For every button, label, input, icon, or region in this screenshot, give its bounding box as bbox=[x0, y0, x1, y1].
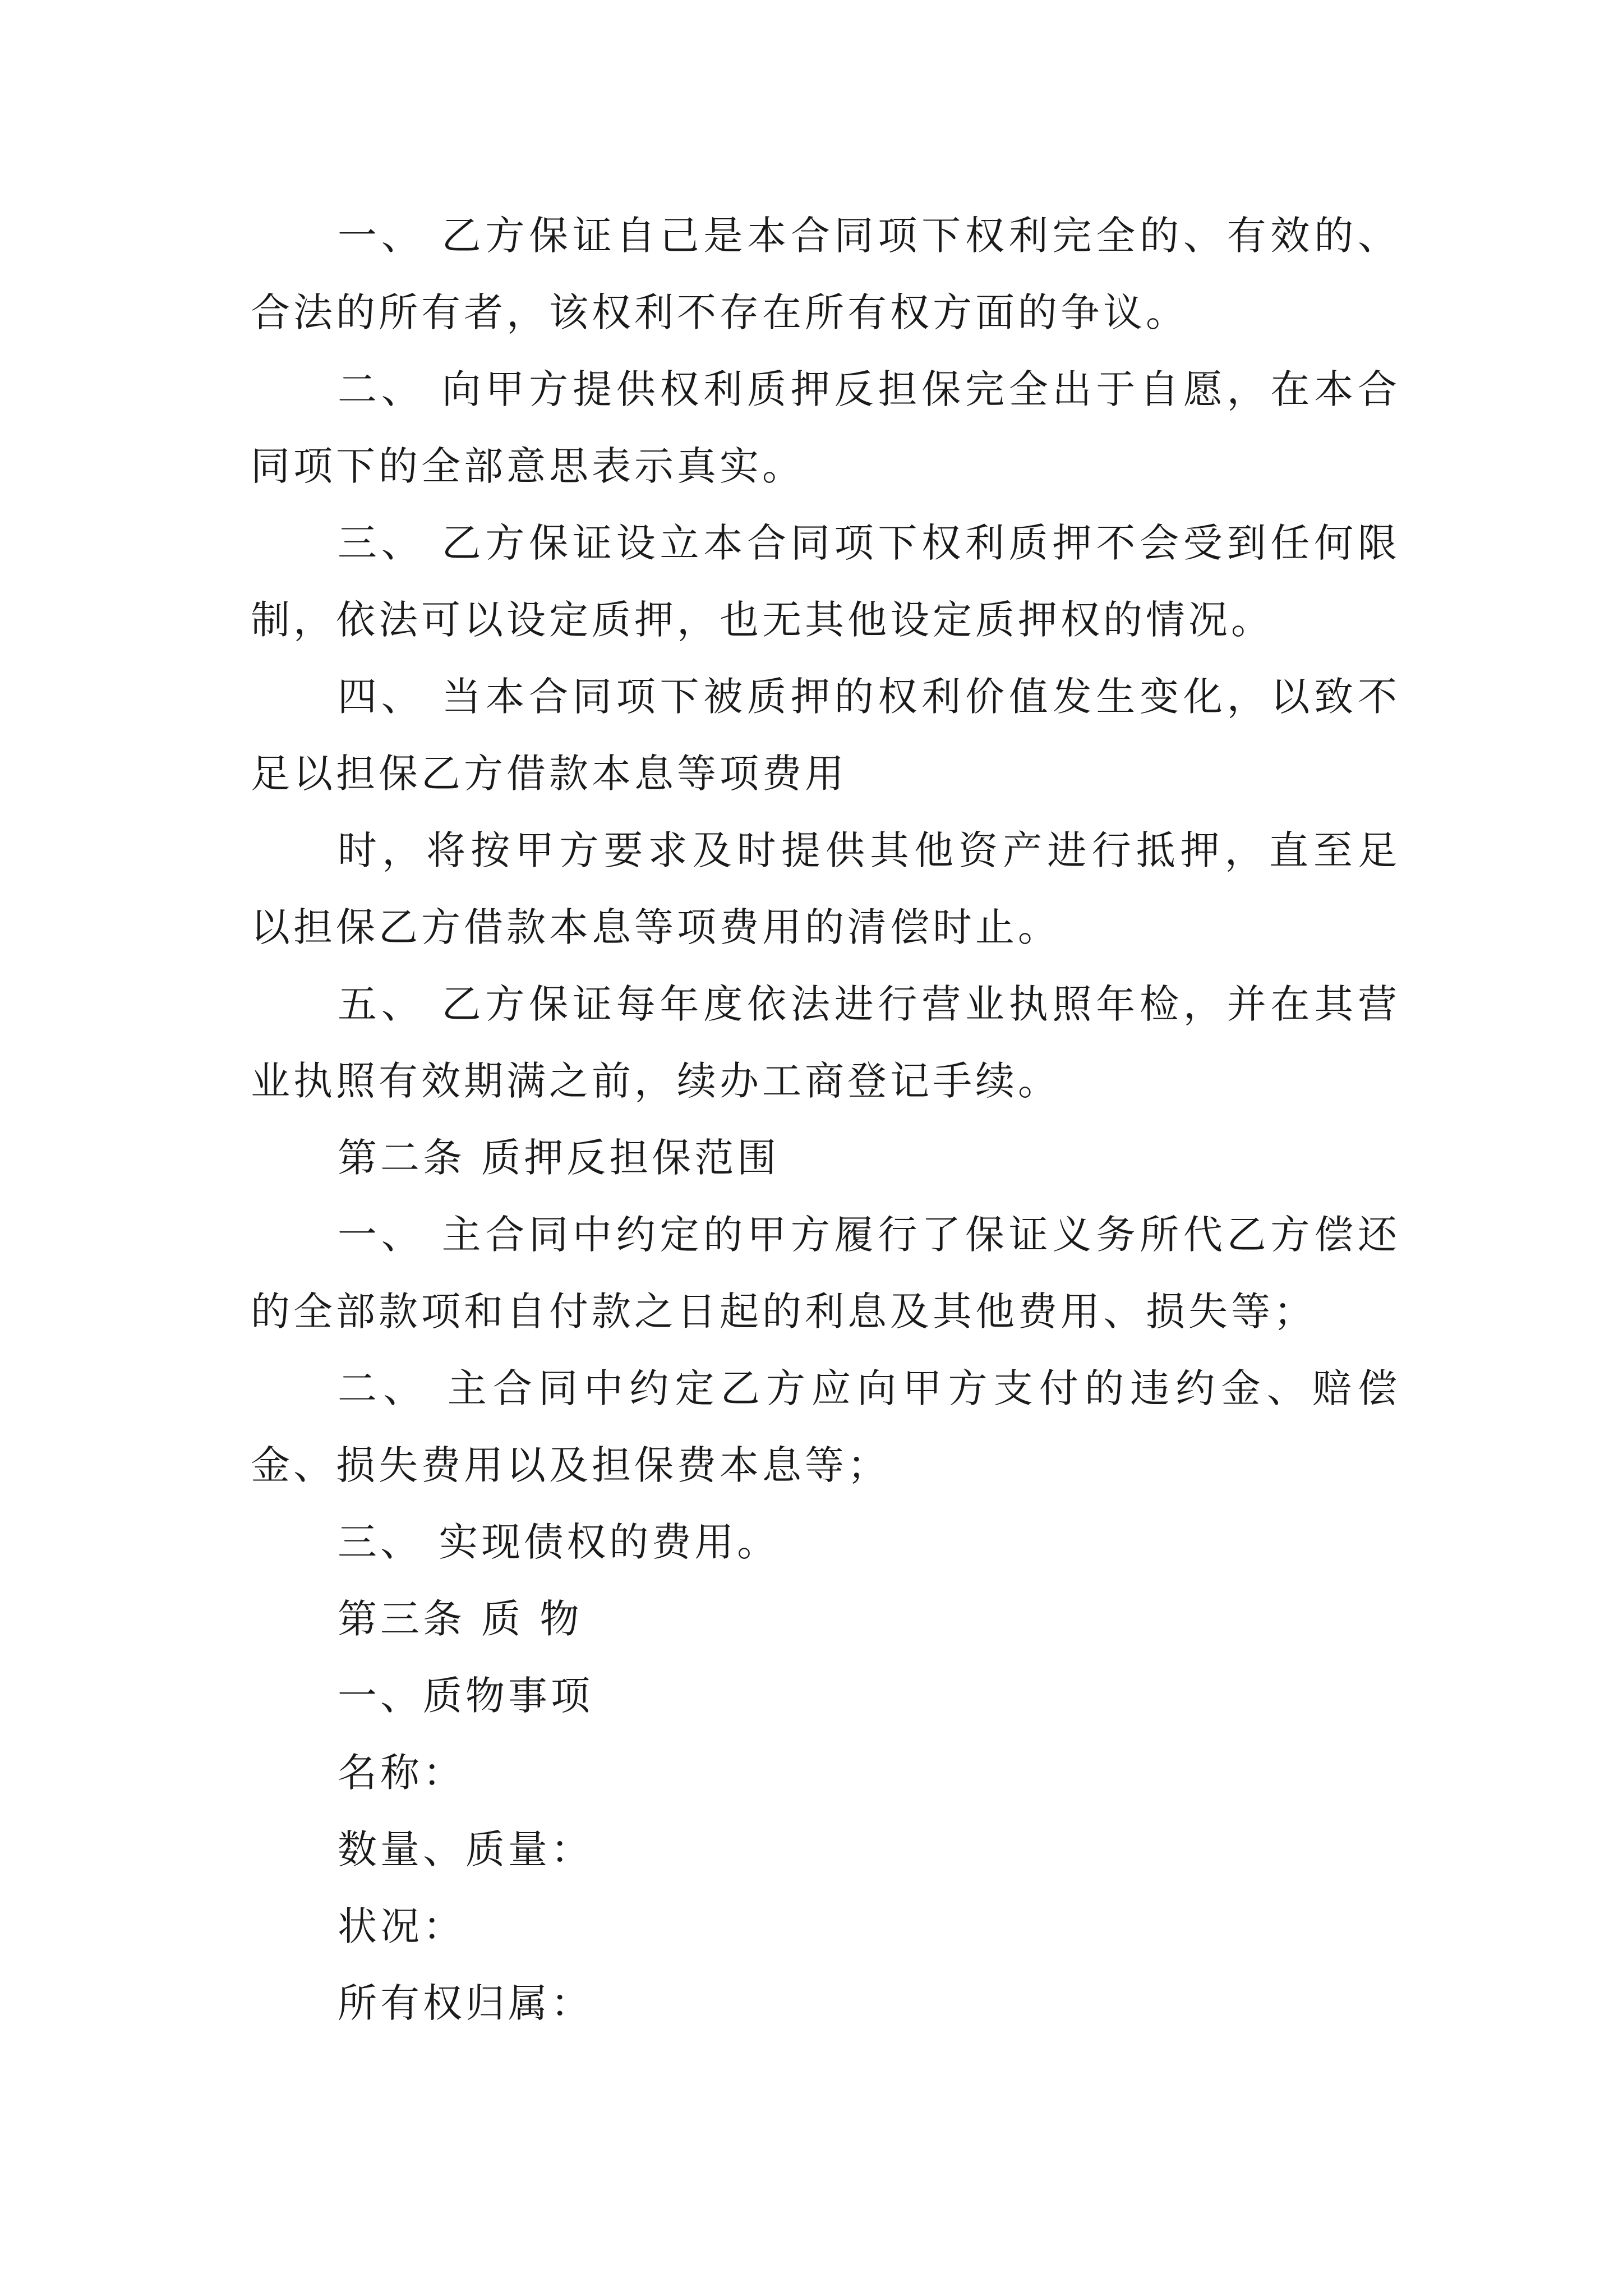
paragraph-9: 二、 主合同中约定乙方应向甲方支付的违约金、赔偿金、损失费用以及担保费本息等； bbox=[251, 1365, 1400, 1488]
paragraph-2: 二、 向甲方提供权利质押反担保完全出于自愿，在本合同项下的全部意思表示真实。 bbox=[251, 366, 1400, 489]
paragraph-10: 三、 实现债权的费用。 bbox=[338, 1519, 780, 1565]
field-label-quantity-quality: 数量、质量： bbox=[338, 1826, 593, 1872]
paragraph-3: 三、 乙方保证设立本合同项下权利质押不会受到任何限制，依法可以设定质押，也无其他设定质押权的情况。 bbox=[251, 520, 1400, 643]
subsection-heading: 一、质物事项 bbox=[338, 1673, 593, 1719]
section-heading-article-3: 第三条 质 物 bbox=[338, 1596, 583, 1642]
paragraph-6: 五、 乙方保证每年度依法进行营业执照年检，并在其营业执照有效期满之前，续办工商登记手续。 bbox=[251, 981, 1400, 1104]
field-label-name: 名称： bbox=[338, 1750, 465, 1796]
paragraph-1: 一、 乙方保证自己是本合同项下权利完全的、有效的、合法的所有者，该权利不存在所有权方面的争议。 bbox=[251, 213, 1400, 335]
paragraph-5: 时，将按甲方要求及时提供其他资产进行抵押，直至足以担保乙方借款本息等项费用的清偿时止。 bbox=[251, 827, 1400, 950]
field-label-condition: 状况： bbox=[338, 1903, 465, 1949]
paragraph-4: 四、 当本合同项下被质押的权利价值发生变化，以致不足以担保乙方借款本息等项费用 bbox=[251, 674, 1400, 797]
section-heading-article-2: 第二条 质押反担保范围 bbox=[338, 1135, 780, 1181]
paragraph-8: 一、 主合同中约定的甲方履行了保证义务所代乙方偿还的全部款项和自付款之日起的利息及其他费用、损失等； bbox=[251, 1212, 1400, 1335]
document-body bbox=[251, 197, 1400, 2042]
field-label-ownership: 所有权归属： bbox=[338, 1980, 593, 2026]
